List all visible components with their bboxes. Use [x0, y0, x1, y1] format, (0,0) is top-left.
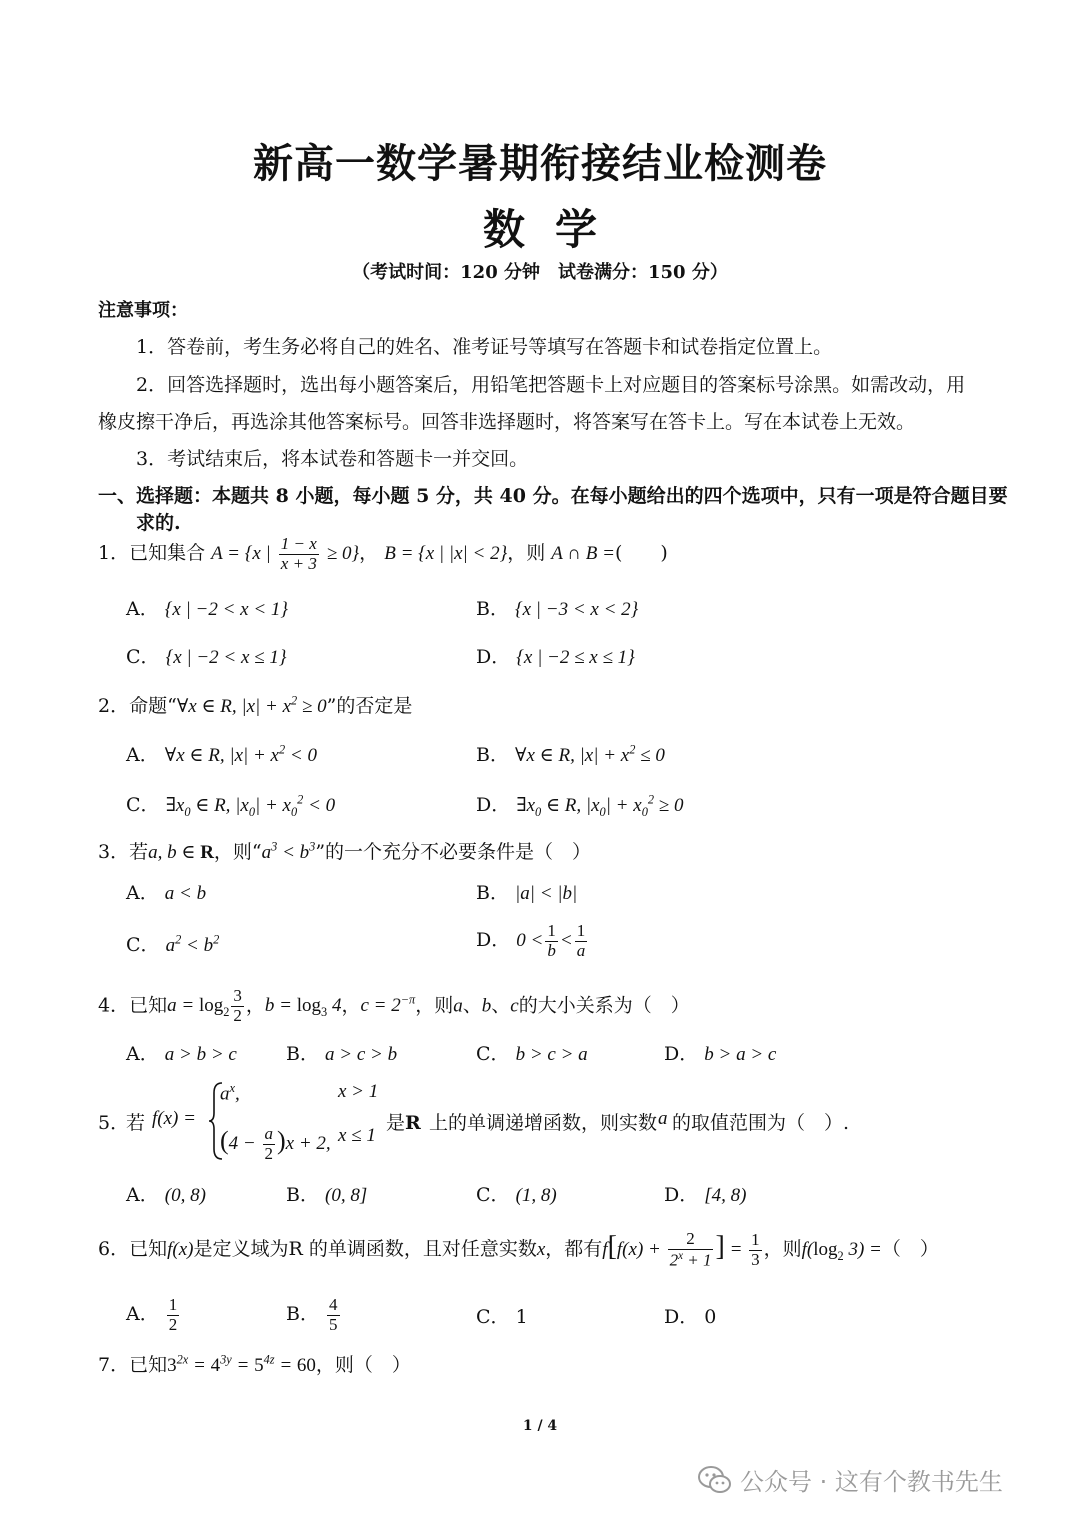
exam-subject: 数学: [482, 205, 627, 254]
q2-option-b[interactable]: B． ∀x ∈ R, $|x| + x^2 \le 0$: [476, 742, 665, 766]
notice-item-2-line-2: 橡皮擦干净后，再选涂其他答案标号。回答非选择题时，将答案写在答卡上。写在本试卷上无效。: [98, 411, 916, 433]
notice-heading: 注意事项：: [98, 300, 188, 321]
exam-title: 新高一数学暑期衔接结业检测卷: [253, 140, 827, 187]
notice-item-2-line-1: 2．回答选择题时，选出每小题答案后，用铅笔把答题卡上对应题目的答案标号涂黑。如需改动，用: [136, 374, 966, 396]
q1-option-c[interactable]: C． {x | −2 < x ≤ 1}: [126, 646, 287, 668]
q1-option-d[interactable]: D． {x | −2 ≤ x ≤ 1}: [476, 646, 635, 668]
q6-option-a[interactable]: A． $\frac{1}{2}$: [126, 1294, 178, 1334]
question-3: 3．若a, b ∈ R，则“$a^3 < b^3$”的一个充分不必要条件是（ ）: [98, 839, 592, 863]
q2-option-a[interactable]: A． ∀x ∈ R, $|x| + x^2 < 0$: [126, 742, 317, 766]
q3-option-a[interactable]: A． a < b: [126, 882, 207, 904]
question-number: 3．: [98, 841, 130, 863]
question-number: 5．: [98, 1112, 130, 1134]
q5-option-a[interactable]: A． (0, 8): [126, 1184, 206, 1206]
intersection-expression: A ∩ B =: [551, 543, 615, 564]
set-b-expression: B = {x | |x| < 2}: [384, 543, 508, 564]
q4-option-a[interactable]: A． a > b > c: [126, 1043, 237, 1065]
q3-option-b[interactable]: B． |a| < |b|: [476, 882, 578, 904]
page-number: 1 / 4: [522, 1418, 558, 1434]
q4-option-c[interactable]: C． b > c > a: [476, 1043, 588, 1065]
notice-item-3: 3．考试结束后，将本试卷和答题卡一并交回。: [136, 448, 529, 470]
exam-info: （考试时间：120 分钟 试卷满分：150 分）: [352, 262, 728, 283]
q1-option-b[interactable]: B． {x | −3 < x < 2}: [476, 598, 639, 620]
q1-option-a[interactable]: A． {x | −2 < x < 1}: [126, 598, 289, 620]
q6-option-c[interactable]: C． 1: [476, 1306, 528, 1328]
q5-option-b[interactable]: B． (0, 8]: [286, 1184, 368, 1206]
question-number: 7．: [98, 1354, 130, 1376]
question-number: 6．: [98, 1238, 130, 1260]
set-a-expression: A = {x |: [211, 543, 271, 564]
q4-option-d[interactable]: D． b > a > c: [664, 1043, 777, 1065]
question-1: 1．已知集合 A = {x | $\frac{1 - x}{x + 3}$ ≥ 0}， B = {x | |x| < 2}，则 A ∩ B =( ): [98, 533, 668, 573]
watermark: [698, 1462, 1003, 1497]
section-1-heading-line-1: 一、选择题：本题共 8 小题，每小题 5 分，共 40 分。在每小题给出的四个选项中，只有一项是符合题目要: [98, 485, 1008, 507]
question-2: 2．命题“∀x ∈ R, $|x| + x^2 \ge 0$”的否定是: [98, 693, 413, 717]
question-4: 4．已知$a = \log_2$ $\frac{3}{2}$ ，$b = \log_3 4$，$c = 2^{-\pi}$，则a、b、c的大小关系为（ ）: [98, 986, 690, 1025]
section-1-heading-line-2: 求的.: [136, 512, 181, 534]
q6-option-b[interactable]: B． $\frac{4}{5}$: [286, 1294, 338, 1334]
q6-option-d[interactable]: D． 0: [664, 1306, 717, 1328]
question-6: 6．已知f(x)是定义域为R 的单调函数，且对任意实数x，都有f[f(x) + $\frac{2}{2^x + 1}$ ] = $\frac{1}{3}$ ，则$f(\log_2$ 3) =（ ）: [98, 1228, 939, 1270]
q2-option-d[interactable]: D． $\exists x_0$ ∈ R, $|x_0| + x_0^2 \ge 0$: [476, 792, 684, 819]
notice-item-1: 1．答卷前，考生务必将自己的姓名、准考证号等填写在答题卡和试卷指定位置上。: [136, 336, 833, 358]
question-number: 1．: [98, 542, 130, 564]
q5-option-d[interactable]: D． [4, 8): [664, 1184, 747, 1206]
watermark-text: 公众号 · 这有个教书先生: [740, 1468, 1003, 1496]
q4-option-b[interactable]: B． a > c > b: [286, 1043, 398, 1065]
q5-option-c[interactable]: C． (1, 8): [476, 1184, 557, 1206]
q3-option-d[interactable]: D． 0 < $\frac{1}{b}$ < $\frac{1}{a}$: [476, 920, 586, 960]
q3-option-c[interactable]: C． $a^2 < b^2$: [126, 932, 220, 956]
q2-option-c[interactable]: C． $\exists x_0$ ∈ R, $|x_0| + x_0^2 < 0$: [126, 792, 336, 819]
question-7: 7．已知$3^{2x} = 4^{3y} = 5^{4z} = 60$，则（ ）: [98, 1352, 411, 1376]
question-number: 2．: [98, 695, 130, 717]
wechat-icon: [698, 1465, 732, 1495]
question-number: 4．: [98, 994, 130, 1017]
fraction: $\frac{1 - x}{x + 3}$: [280, 533, 317, 573]
